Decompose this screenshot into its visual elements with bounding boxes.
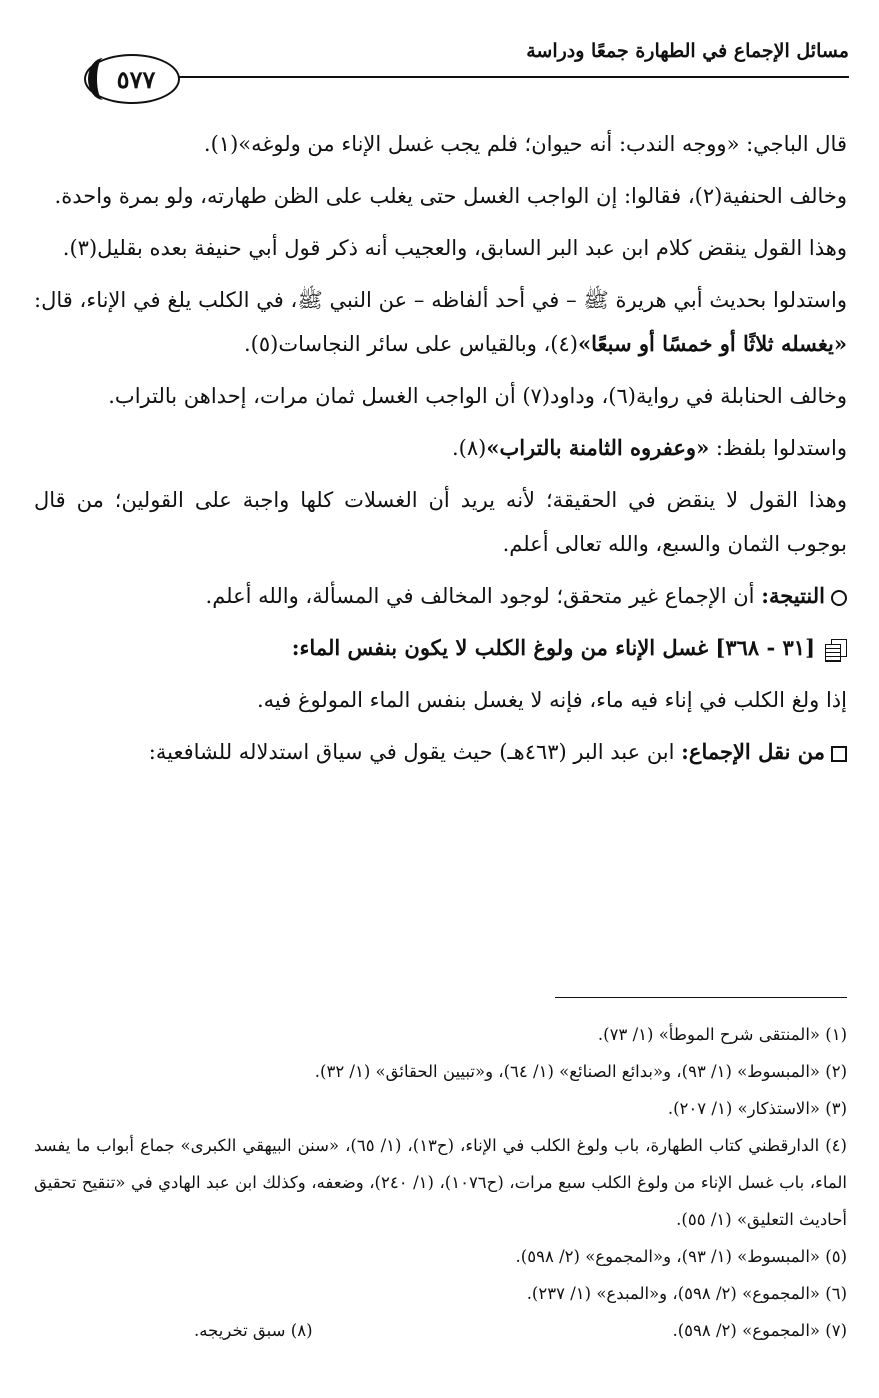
- header-rule: [170, 76, 849, 78]
- paragraph-baji-quote: قال الباجي: «ووجه الندب: أنه حيوان؛ فلم يجب غسل الإناء من ولوغه»(١).: [203, 132, 847, 156]
- main-text: [34, 122, 847, 782]
- footnote-7: (٧) «المجموع» (٢/ ٥٩٨).: [672, 1321, 847, 1340]
- section-heading: [34, 626, 847, 670]
- paragraph-consensus-source: [34, 730, 847, 774]
- footnote-8: (٨) سبق تخريجه.: [194, 1321, 313, 1340]
- hadith-text: «يغسله ثلاثًا أو خمسًا أو سبعًا»: [577, 331, 847, 356]
- page-number-badge: [84, 54, 180, 104]
- footnote-4: (٤) الدارقطني كتاب الطهارة، باب ولوغ الكلب في الإناء، (ح١٣)، (١/ ٦٥)، «سنن البيهقي الكبرى» جماع أبواب ما يفسد الماء، باب غسل الإناء من ولوغ الكلب سبع مرات، (ح١٠٧٦)، (١/ ٢٤٠)، وضعفه، وكذلك ابن عبد الهادي في «تنقيح تحقيق أحاديث التعليق» (١/ ٥٥).: [34, 1136, 848, 1229]
- hadith-intro: واستدلوا بحديث أبي هريرة ﷺ – في أحد ألفاظه – عن النبي ﷺ، في الكلب يلغ في الإناء، قال:: [34, 288, 847, 312]
- paragraph-hanafi-view: وخالف الحنفية(٢)، فقالوا: إن الواجب الغسل حتى يغلب على الظن طهارته، ولو بمرة واحدة.: [54, 184, 847, 208]
- footnotes: [34, 1016, 847, 1349]
- result-text: أن الإجماع غير متحقق؛ لوجود المخالف في المسألة، والله أعلم.: [205, 584, 762, 608]
- footnote-separator: [555, 997, 847, 998]
- footnote-6: (٦) «المجموع» (٢/ ٥٩٨)، و«المبدع» (١/ ٢٣٧).: [526, 1284, 847, 1303]
- circle-bullet-icon: [831, 590, 847, 606]
- paragraph-ibn-abd-al-barr: وهذا القول ينقض كلام ابن عبد البر السابق، والعجيب أنه ذكر قول أبي حنيفة بعده بقليل(٣).: [62, 236, 847, 260]
- result-label: النتيجة:: [761, 583, 825, 608]
- consensus-label: من نقل الإجماع:: [681, 739, 825, 764]
- hadith-outro: (٤)، وبالقياس على سائر النجاسات(٥).: [244, 332, 578, 356]
- section-heading-text: [٣١ - ٣٦٨] غسل الإناء من ولوغ الكلب لا يكون بنفس الماء:: [291, 635, 815, 660]
- paragraph-ruling: إذا ولغ الكلب في إناء فيه ماء، فإنه لا يغسل بنفس الماء المولوغ فيه.: [256, 688, 847, 712]
- paragraph-hanbali-view: وخالف الحنابلة في رواية(٦)، وداود(٧) أن الواجب الغسل ثمان مرات، إحداهن بالتراب.: [108, 384, 847, 408]
- paragraph-analysis: وهذا القول لا ينقض في الحقيقة؛ لأنه يريد أن الغسلات كلها واجبة على القولين؛ من قال بوجوب الثمان والسبع، والله تعالى أعلم.: [34, 488, 847, 556]
- copy-pages-icon: [825, 639, 847, 661]
- footnote-3: (٣) «الاستذكار» (١/ ٢٠٧).: [667, 1099, 847, 1118]
- footnote-5: (٥) «المبسوط» (١/ ٩٣)، و«المجموع» (٢/ ٥٩٨).: [515, 1247, 847, 1266]
- footnote-row-last: [34, 1312, 847, 1349]
- paragraph-result: [34, 574, 847, 618]
- footnote-2: (٢) «المبسوط» (١/ ٩٣)، و«بدائع الصنائع» (١/ ٦٤)، و«تبيين الحقائق» (١/ ٣٢).: [314, 1062, 847, 1081]
- paragraph-eighth-wash: [34, 426, 847, 470]
- eighth-hadith-text: «وعفروه الثامنة بالتراب»: [486, 435, 710, 460]
- paragraph-hadith-evidence: [34, 278, 847, 366]
- eighth-outro: (٨).: [451, 436, 487, 460]
- consensus-text: ابن عبد البر (٤٦٣هـ) حيث يقول في سياق استدلاله للشافعية:: [148, 740, 682, 764]
- page-number: ٥٧٧: [116, 64, 156, 94]
- square-bullet-icon: [831, 746, 847, 762]
- eighth-intro: واستدلوا بلفظ:: [709, 436, 847, 460]
- footnote-1: (١) «المنتقى شرح الموطأ» (١/ ٧٣).: [597, 1025, 847, 1044]
- running-header-title: مسائل الإجماع في الطهارة جمعًا ودراسة: [526, 40, 849, 62]
